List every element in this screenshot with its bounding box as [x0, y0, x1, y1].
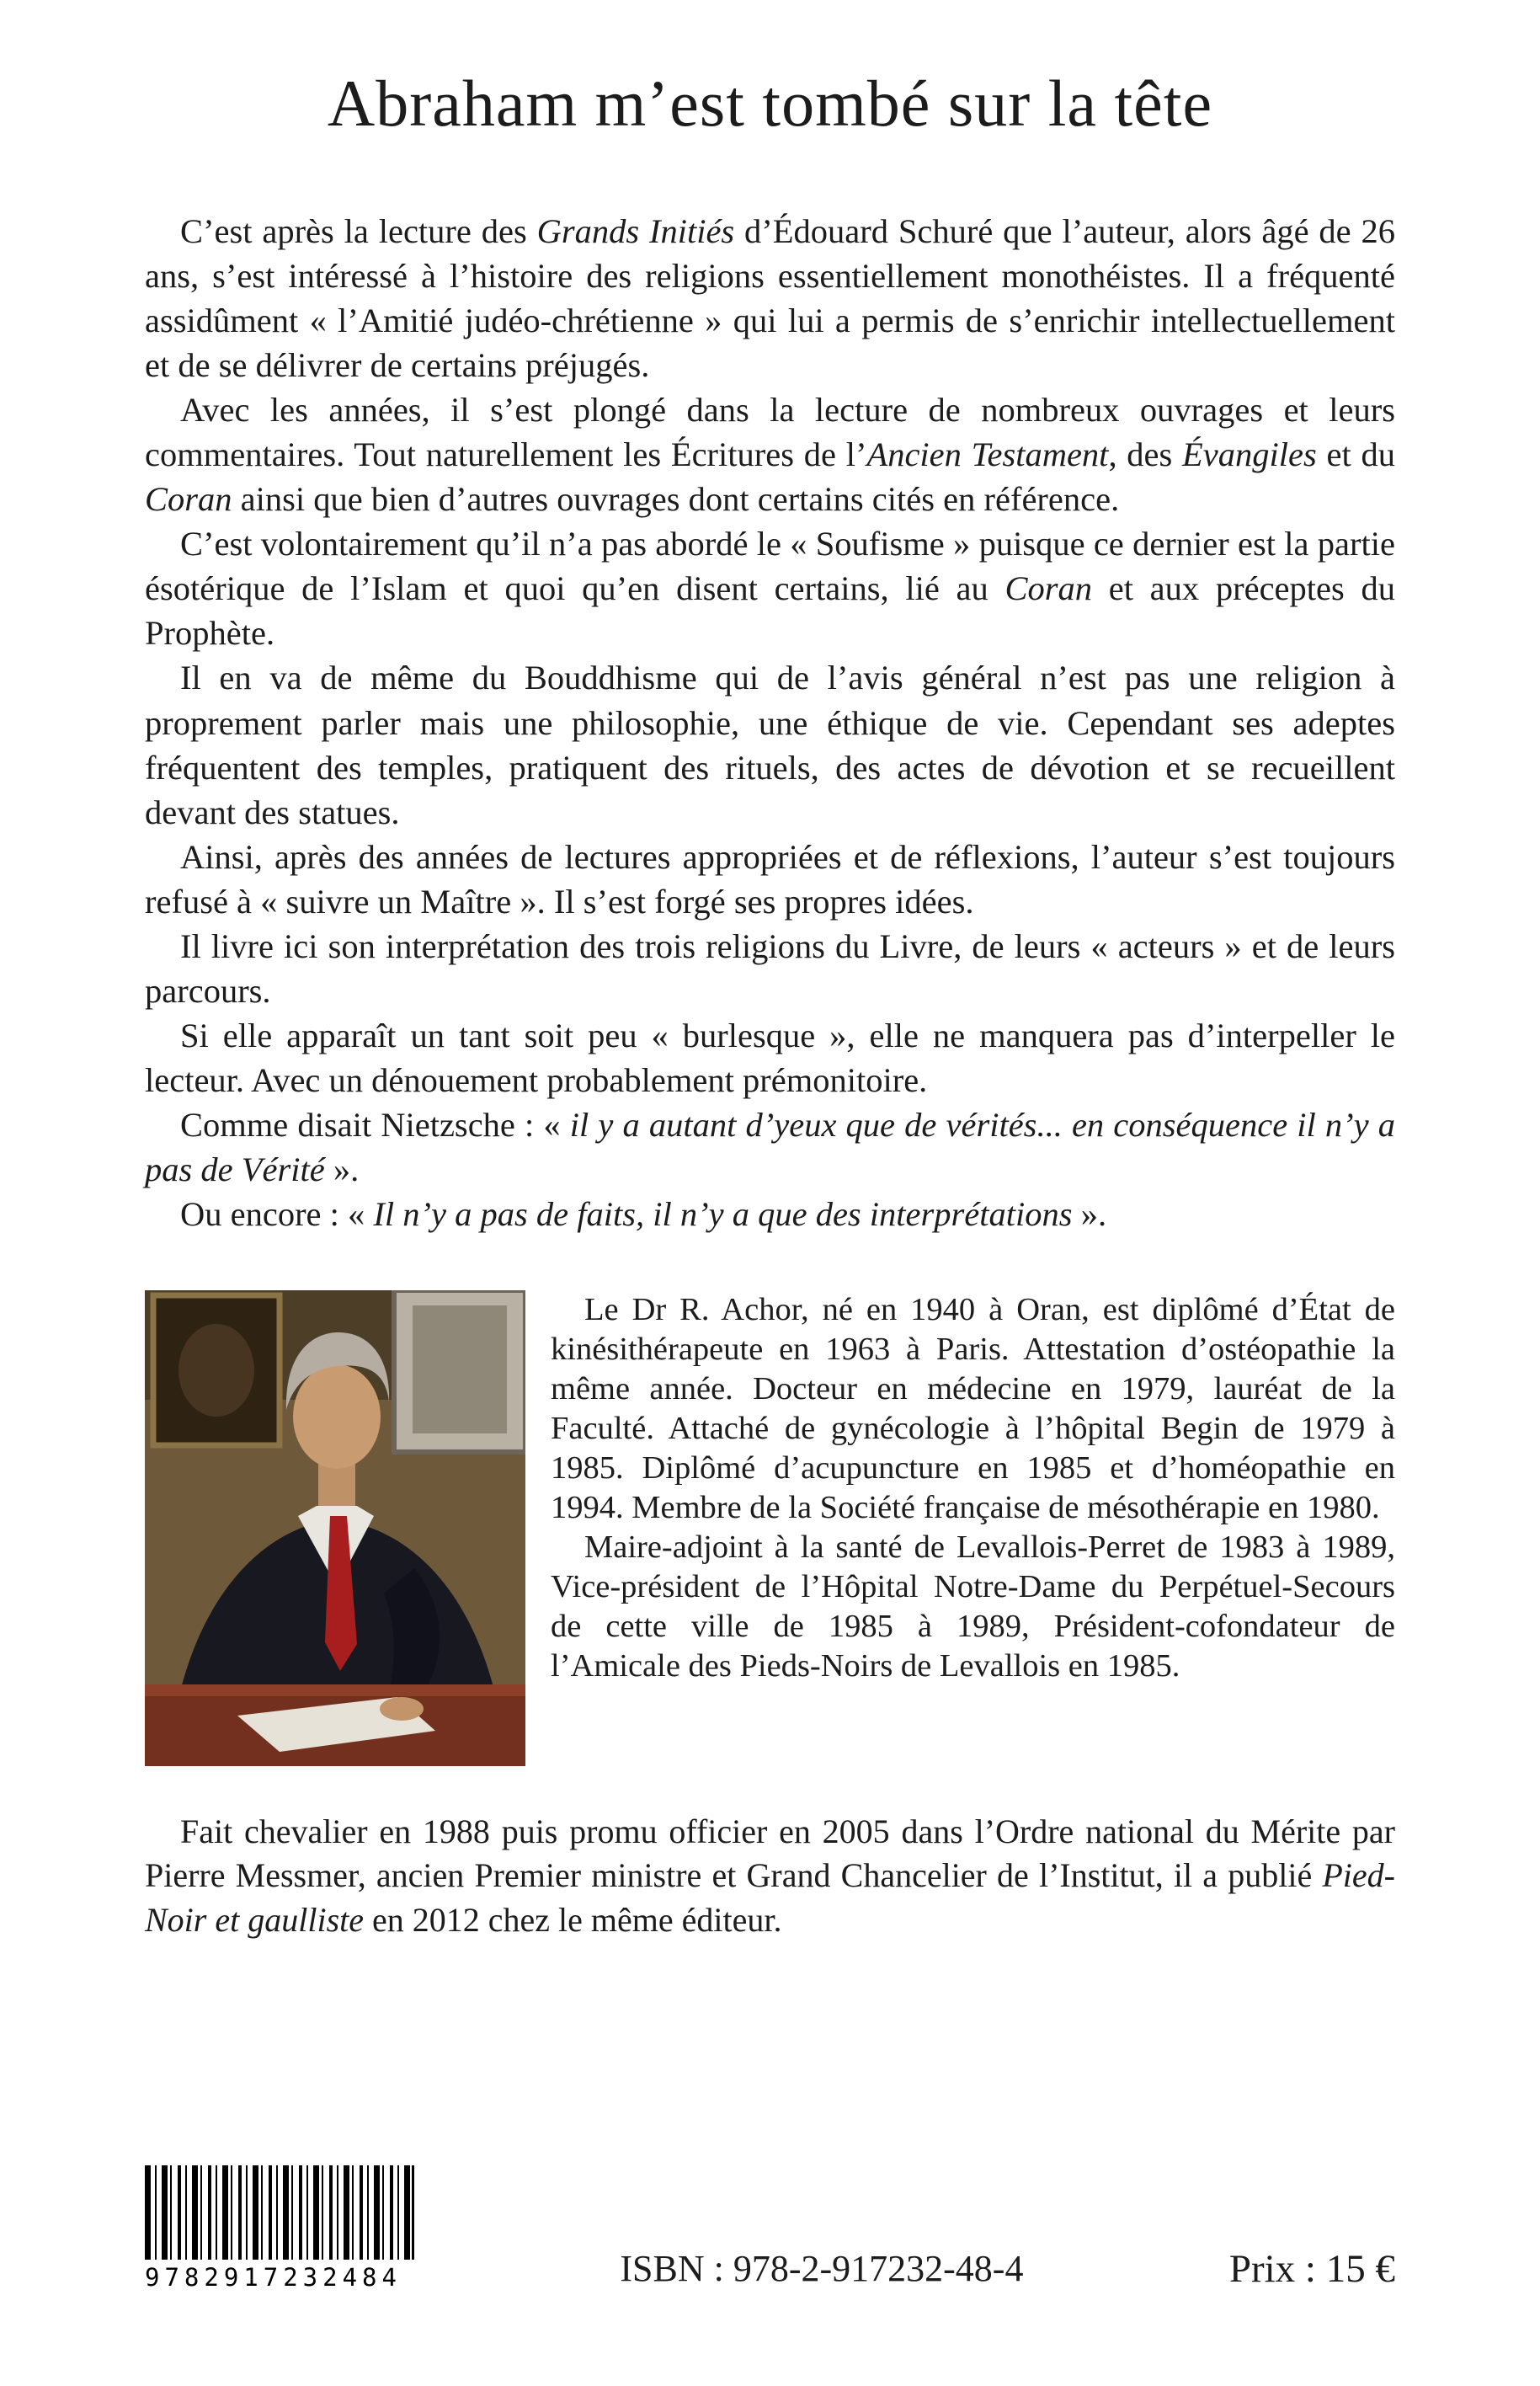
author-portrait-illustration [145, 1290, 525, 1766]
book-title: Abraham m’est tombé sur la tête [327, 67, 1213, 140]
barcode [145, 2165, 414, 2292]
synopsis-paragraph: Ainsi, après des années de lectures appropriées et de réflexions, l’auteur s’est toujours refusé à « suivre un Maître ». Il s’est forgé ses propres idées. [145, 837, 1395, 921]
honors-paragraph: Fait chevalier en 1988 puis promu officier en 2005 dans l’Ordre national du Mérite par Pierre Messmer, ancien Premier ministre et Grand Chancelier de l’Institut, il a publié Pied-Noir et gaulliste en 2012 chez le même éditeur. [145, 1812, 1395, 1939]
barcode-digits: 9782917232484 [145, 2263, 402, 2292]
synopsis-paragraph: Ou encore : « Il n’y a pas de faits, il n’y a que des interprétations ». [180, 1195, 1107, 1234]
price-label: Prix : 15 € [1228, 2247, 1395, 2291]
synopsis-paragraph: Comme disait Nietzsche : « il y a autant d’yeux que de vérités... en conséquence il n’y a pas de Vérité ». [145, 1105, 1396, 1188]
synopsis-paragraph: Avec les années, il s’est plongé dans la lecture de nombreux ouvrages et leurs commentaires. Tout naturellement les Écritures de l’Ancien Testament, des Évangiles et du Coran ainsi que bien d’autres ouvrages dont certains cités en référence. [145, 391, 1395, 519]
synopsis-paragraph: C’est après la lecture des Grands Initiés d’Édouard Schuré que l’auteur, alors âgé de 26 ans, s’est intéressé à l’histoire des religions essentiellement monothéistes. Il a fréquenté assidûment « l’Amitié judéo-chrétienne » qui lui a permis de s’enrichir intellectuellement et de se délivrer de certains préjugés. [145, 212, 1395, 385]
picture-frame-right-icon [394, 1290, 525, 1452]
picture-frame-left-icon [153, 1295, 280, 1445]
hand [380, 1697, 424, 1721]
author-photo [145, 1290, 525, 1766]
synopsis-section [145, 209, 1395, 1236]
bio-paragraph: Le Dr R. Achor, né en 1940 à Oran, est diplômé d’État de kinésithérapeute en 1963 à Paris. Attestation d’ostéopathie la même année. Docteur en médecine en 1979, lauréat de la Faculté. Attaché de gynécologie à l’hôpital Begin de 1979 à 1985. Diplômé d’acupuncture en 1985 et d’homéopathie en 1994. Membre de la Société française de mésothérapie en 1980. [551, 1292, 1395, 1525]
synopsis-paragraph: Il en va de même du Bouddhisme qui de l’avis général n’est pas une religion à proprement parler mais une philosophie, une éthique de vie. Cependant ses adeptes fréquentent des temples, pratiquent des rituels, des actes de dévotion et se recueillent devant des statues. [145, 659, 1395, 831]
desk [145, 1684, 525, 1766]
barcode-bars-icon [145, 2165, 414, 2260]
synopsis-paragraph: C’est volontairement qu’il n’a pas abordé le « Soufisme » puisque ce dernier est la partie ésotérique de l’Islam et quoi qu’en disent certains, lié au Coran et aux préceptes du Prophète. [145, 525, 1395, 653]
synopsis-paragraph: Il livre ici son interprétation des trois religions du Livre, de leurs « acteurs » et de leurs parcours. [145, 926, 1395, 1010]
isbn-label: ISBN : 978-2-917232-48-4 [620, 2248, 1024, 2289]
footer [145, 2165, 1395, 2292]
bio-paragraph: Maire-adjoint à la santé de Levallois-Perret de 1983 à 1989, Vice-président de l’Hôpital Notre-Dame du Perpétuel-Secours de cette ville de 1985 à 1989, Président-cofondateur de l’Amicale des Pieds-Noirs de Levallois en 1985. [551, 1529, 1395, 1684]
author-bio-section [145, 1290, 1395, 1766]
synopsis-paragraph: Si elle apparaît un tant soit peu « burlesque », elle ne manquera pas d’interpeller le lecteur. Avec un dénouement probablement prémonitoire. [145, 1016, 1395, 1099]
author-bio-text [551, 1290, 1395, 1766]
